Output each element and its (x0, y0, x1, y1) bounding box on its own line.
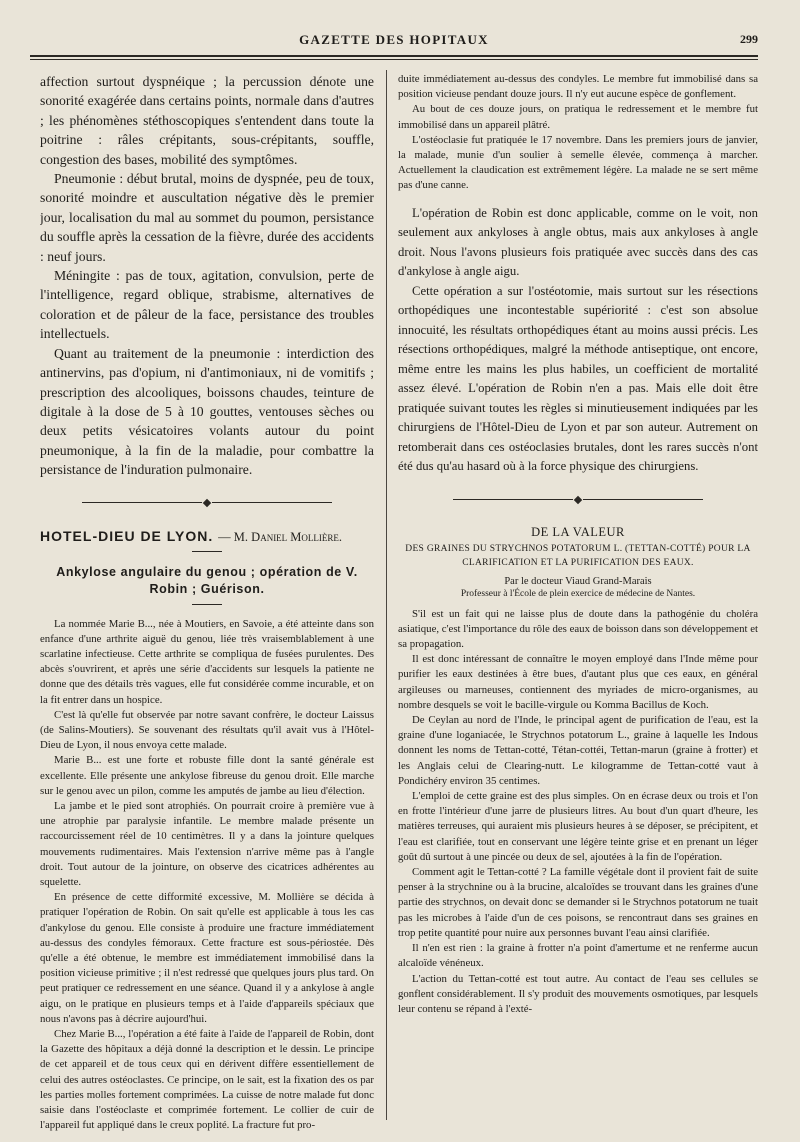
header-rule (30, 55, 758, 65)
short-rule (192, 604, 222, 605)
section-heading-main: HOTEL-DIEU DE LYON. (40, 527, 214, 544)
paragraph: L'ostéoclasie fut pratiquée le 17 novembre. Dans les premiers jours de janvier, la malade, munie d'un soulier à semelle élevée, commença à marcher. Actuellement la claudication est extrêmement légère. La malade ne se sert même pas d'une canne. (398, 133, 758, 192)
paragraph: La nommée Marie B..., née à Moutiers, en Savoie, a été atteinte dans son enfance d'une arthrite aiguë du genou, liée très vraisemblablement à une scarlatine infectieuse. Cette arthrite se compliqua de fusées purulentes. Des abcès s'ouvrirent, et après une série d'accidents sur lesquels la patiente ne donne que des détails très vagues, elle fut considérée comme incurable, et on la fit entrer dans un hospice. (40, 617, 374, 706)
article-body (398, 607, 758, 1017)
paragraph: Il n'en est rien : la graine à frotter n'a point d'amertume et ne renferme aucun alcaloïde vénéneux. (398, 942, 758, 970)
paragraph: Méningite : pas de toux, agitation, convulsion, perte de l'intelligence, regard oblique, strabisme, alternatives de coloration et de pâleur de la face, persistance des troubles intellectuels. (40, 268, 374, 342)
paragraph: Cette opération a sur l'ostéotomie, mais surtout sur les résections orthopédiques une incontestable supériorité : c'est son absolue innocuité, les résultats orthopédiques étant au moins aussi précis. Les résections orthopédiques, malgré la méthode antiseptique, ont encore, même entre les mains les plus habiles, un coefficient de mortalité assez élevé. L'opération de Robin n'en a pas. Mais elle doit être pratiquée suivant toutes les règles si minutieusement indiquées par les chirurgiens de l'Hôtel-Dieu de Lyon et par son auteur. Autrement on retomberait dans ces ostéoclasies brutales, dont les rares succès n'ont été dus qu'au hasard où à la force physique des chirurgiens. (398, 283, 758, 474)
paragraph: Il est donc intéressant de connaître le moyen employé dans l'Inde même pour purifier les eaux destinées à être bues, d'autant plus que ces eaux, en général argileuses ou marneuses, contiennent des myriades de micro-organismes, au nombre desquels se voit le bacille-virgule ou Komma Bacillus de Koch. (398, 653, 758, 711)
column-divider (386, 70, 387, 1120)
paragraph: Quant au traitement de la pneumonie : interdiction des antinervins, pas d'opium, ni d'antimoniaux, ni de vomitifs ; prescription des alcooliques, boissons chaudes, teinture de digitale à la dose de 5 à 10 gouttes, ventouses sèches ou deux petits vésicatoires volants autour du point pneumonique, à la fin de la maladie, pour combattre la persistance de l'induration pulmonaire. (40, 345, 374, 478)
journal-title: GAZETTE DES HOPITAUX (299, 32, 489, 47)
article-affiliation: Professeur à l'École de plein exercice de médecine de Nantes. (460, 588, 696, 599)
paragraph: Chez Marie B..., l'opération a été faite à l'aide de l'appareil de Robin, dont la Gazette des hôpitaux a déjà donné la description et le dessin. Le principe de cet appareil et de tous ceux qui en dérivent diffère essentiellement de celui des autres ostéoclastes. Ce principe, on le sait, est la fixation des os par les parties molles fortement comprimées. La cuisse de notre malade fut donc saisie dans l'ostéoclaste et comprimée fortement. Le collier de cuir de l'appareil fut appliqué dans le creux poplité. La fracture fut pro- (40, 1028, 374, 1132)
paragraph: L'emploi de cette graine est des plus simples. On en écrase deux ou trois et l'on en frotte l'intérieur d'une jarre de plusieurs litres. Au bout d'un quart d'heure, les matières terreuses, qui auraient mis plusieurs heures à se déposer, se précipitent, et l'eau est clarifiée, tout en conservant une légère teinte grise et en prenant un léger goût dû surtout à une pincée ou deux de sel, ajoutées à la fin de l'opération. (398, 790, 758, 863)
paragraph: Comment agit le Tettan-cotté ? La famille végétale dont il provient fait de suite penser à la strychnine ou à la brucine, alcaloïdes se trouvant dans les graines d'une partie des strychnos, on devait donc se demander si le Strychnos potatorum ne tuait pas les microbes à l'aide d'un de ces poisons, se rencontraut dans ses graines en trop petite quantité pour nuire aux personnes buvant l'eau ainsi clarifiée. (398, 866, 758, 939)
article-commentary (398, 204, 758, 477)
paragraph: L'opération de Robin est donc applicable, comme on le voit, non seulement aux ankyloses à angle obtus, mais aux ankyloses à angle droit. Nous l'avons plusieurs fois pratiquée avec succès dans des cas d'ankylose à angle aigu. (398, 205, 758, 279)
paragraph: La jambe et le pied sont atrophiés. On pourrait croire à première vue à une atrophie par paralysie infantile. Le membre malade présente un raccourcissement réel de 10 centimètres. Il y a dans la jointure quelques mouvements rudimentaires. Mais l'extension n'arrive même pas à l'angle droit. Tout autour de la jointure, on observe des cicatrices adhérentes au squelette. (40, 799, 374, 888)
short-rule (192, 551, 222, 552)
paragraph: De Ceylan au nord de l'Inde, le principal agent de purification de l'eau, est la graine d'une loganiacée, le Strychnos potatorum L., graine à laquelle les Indous donnent les noms de Tettan-cotté, Tétan-cottéi, Tettan-marun (graine à frotter) et les Anglais celui de Clearing-nutt. Le kilogramme de Tettan-cotté vaut à Pondichéry environ 35 centimes. (398, 714, 758, 787)
section-separator (398, 491, 758, 509)
article-title: Ankylose angulaire du genou ; opération de V. Robin ; Guérison. (56, 564, 358, 596)
paragraph: affection surtout dyspnéique ; la percussion dénote une sonorité exagérée dans certains points, normale dans d'autres ; les phénomènes stéthoscopiques s'entendent dans toute la poitrine : râles crépitants, sous-crépitants, souffle, congestion des bases, mobilité des symptômes. (40, 74, 374, 167)
article-continuation (398, 72, 758, 194)
paragraph: Au bout de ces douze jours, on pratiqua le redressement et le membre fut immobilisé dans un appareil plâtré. (398, 103, 758, 131)
section-separator (40, 494, 374, 512)
paragraph: L'action du Tettan-cotté est tout autre. Au contact de l'eau ses cellules se gonflent considérablement. Il s'y produit des mouvements osmotiques, par lesquels leur contenu se répand à l'exté- (398, 972, 758, 1015)
article-subtitle: DES GRAINES DU STRYCHNOS POTATORUM L. (TETTAN-COTTÉ) POUR LA CLARIFICATION ET LA PURIFICATION DES EAUX. (405, 543, 751, 568)
paragraph: S'il est un fait qui ne laisse plus de doute dans la pathogénie du choléra asiatique, c'est l'importance du rôle des eaux de boisson dans son développement et sa propagation. (398, 607, 758, 651)
paragraph: duite immédiatement au-dessus des condyles. Le membre fut immobilisé dans sa position vicieuse pendant douze jours. Il n'y eut aucune espèce de gonflement. (398, 73, 758, 101)
paragraph: Pneumonie : début brutal, moins de dyspnée, peu de toux, sonorité moindre et auscultation négative dès le premier jour, localisation du mal au sommet du poumon, persistance du souffle après la cessation de la fièvre, durée des accidents : neuf jours. (40, 171, 374, 264)
article-byline: Par le docteur Viaud Grand-Marais (504, 575, 652, 587)
article-body (40, 617, 374, 1132)
pneumonia-discussion (40, 72, 374, 480)
left-column (40, 72, 374, 1132)
section-heading-author: — M. Daniel Mollière. (218, 529, 343, 544)
section-heading (40, 528, 374, 545)
right-column (398, 72, 758, 1132)
paragraph: C'est là qu'elle fut observée par notre savant confrère, le docteur Laissus (de Salins-Moutiers). Se souvenant des résultats qu'il avait vus à l'Hôtel-Dieu de Lyon, il nous envoya cette malade. (40, 708, 374, 752)
page-number: 299 (740, 32, 758, 46)
article-title: DE LA VALEUR (531, 524, 625, 539)
paragraph: Marie B... est une forte et robuste fille dont la santé générale est excellente. Elle présente une ankylose fibreuse du genou droit. Elle marche sur le genou avec un pilon, comme les amputés de jambe au lieu d'élection. (40, 754, 374, 797)
page-header (30, 30, 758, 52)
paragraph: En présence de cette difformité excessive, M. Mollière se décida à pratiquer l'opération de Robin. On sait qu'elle est applicable à tous les cas d'ankylose du genou. Elle consiste à produire une fracture immédiatement au-dessus des condyles fémoraux. Cette fracture est sous-périostée. Dès qu'elle a été obtenue, le membre est immédiatement immobilisé dans la position vicieuse primitive ; il n'est redressé que quelques jours plus tard. On peut pratiquer ce redressement en une séance. Quand il y a ankylose à angle aigu, on le pratique en plusieurs temps et à l'aide d'appareils spéciaux que nous n'avons pas à décrire aujourd'hui. (40, 891, 374, 1025)
